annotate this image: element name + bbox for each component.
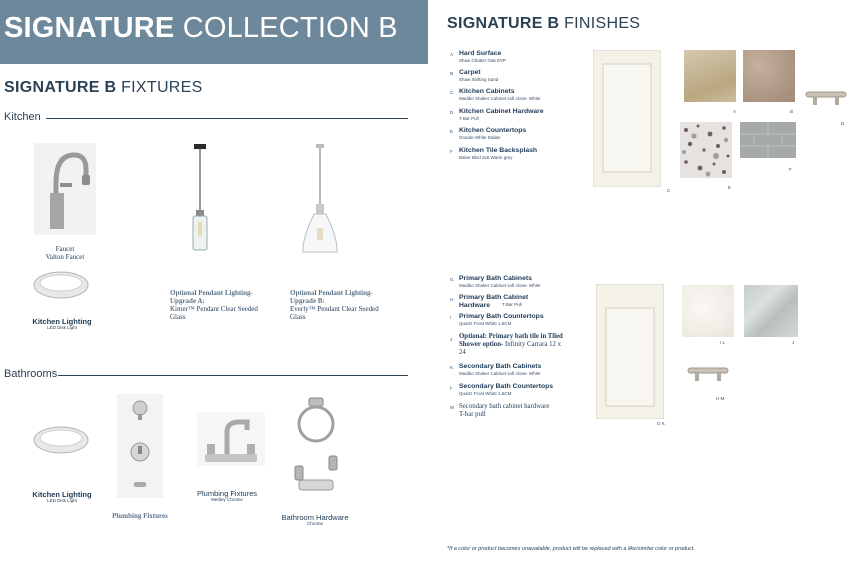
pendant-a-image bbox=[185, 144, 215, 256]
swatch-label-e: E bbox=[728, 185, 732, 190]
bath-hardware-label: Bathroom Hardware bbox=[281, 513, 349, 522]
swatch-label-f: F bbox=[789, 167, 792, 172]
bath-disk-light-image bbox=[33, 425, 89, 455]
bath-hardware-desc: Chrome bbox=[306, 521, 323, 526]
bathrooms-divider bbox=[58, 375, 408, 376]
disk-light-image bbox=[33, 270, 89, 300]
plumbing-fixtures-faucet-desc: Medley Chrome bbox=[211, 497, 243, 502]
kitchen-lighting-label: Kitchen Lighting bbox=[32, 317, 92, 326]
plumbing-fixtures-shower-label: Plumbing Fixtures bbox=[112, 512, 168, 520]
bathrooms-heading: Bathrooms bbox=[4, 368, 58, 380]
shower-fixtures-image bbox=[117, 394, 163, 498]
cabinet-pull-swatch bbox=[804, 86, 848, 110]
swatch-label-d: D bbox=[841, 121, 845, 126]
swatch-label-c: C bbox=[667, 188, 671, 193]
swatch-label-b: B bbox=[790, 109, 794, 114]
carpet-swatch bbox=[743, 50, 795, 102]
kitchen-cabinet-swatch bbox=[593, 50, 661, 187]
bath-cabinet-swatch bbox=[596, 284, 664, 419]
plumbing-fixtures-faucet-label: Plumbing Fixtures bbox=[196, 489, 258, 498]
quartz-countertop-swatch bbox=[682, 285, 734, 337]
swatch-label-il: I L bbox=[720, 340, 726, 345]
fixtures-title: SIGNATURE B FIXTURES bbox=[4, 79, 203, 96]
kitchen-heading: Kitchen bbox=[4, 111, 41, 123]
pendant-a-title: Optional Pendant Lighting- Upgrade A: bbox=[170, 289, 253, 305]
pendant-b-title: Optional Pendant Lighting- Upgrade B: bbox=[290, 289, 373, 305]
bath-lighting-label: Kitchen Lighting bbox=[32, 490, 92, 499]
faucet-caption: Faucet Valton Faucet bbox=[45, 245, 85, 261]
faucet-image bbox=[34, 143, 96, 235]
finishes-title: SIGNATURE B FINISHES bbox=[447, 15, 641, 32]
hard-surface-swatch bbox=[684, 50, 736, 102]
page-title: SIGNATURE COLLECTION B bbox=[4, 12, 398, 44]
swatch-label-gk: G K bbox=[657, 421, 665, 426]
bath-hardware-image bbox=[291, 396, 341, 502]
kitchen-divider bbox=[46, 118, 408, 119]
bath-faucet-image bbox=[197, 412, 265, 466]
carrara-tile-swatch bbox=[744, 285, 798, 337]
pendant-a-desc: Kimer™ Pendant Clear Seeded Glass bbox=[170, 305, 258, 321]
bath-lighting-desc: LED Disk Light bbox=[47, 498, 77, 503]
swatch-label-a: A bbox=[733, 109, 737, 114]
swatch-label-hm: H M bbox=[716, 396, 725, 401]
countertop-granite-swatch bbox=[680, 122, 732, 178]
backsplash-tile-swatch bbox=[740, 122, 796, 158]
pendant-b-desc: Everly™ Pendant Clear Seeded Glass bbox=[290, 305, 379, 321]
footnote: *If a color or product becomes unavailable, product will be replaced with a like/similar color or product. bbox=[447, 546, 695, 552]
pendant-b-image bbox=[300, 144, 340, 264]
kitchen-lighting-desc: LED Disk Light bbox=[47, 325, 77, 330]
bath-pull-swatch bbox=[686, 362, 730, 386]
swatch-label-j: J bbox=[792, 340, 795, 345]
